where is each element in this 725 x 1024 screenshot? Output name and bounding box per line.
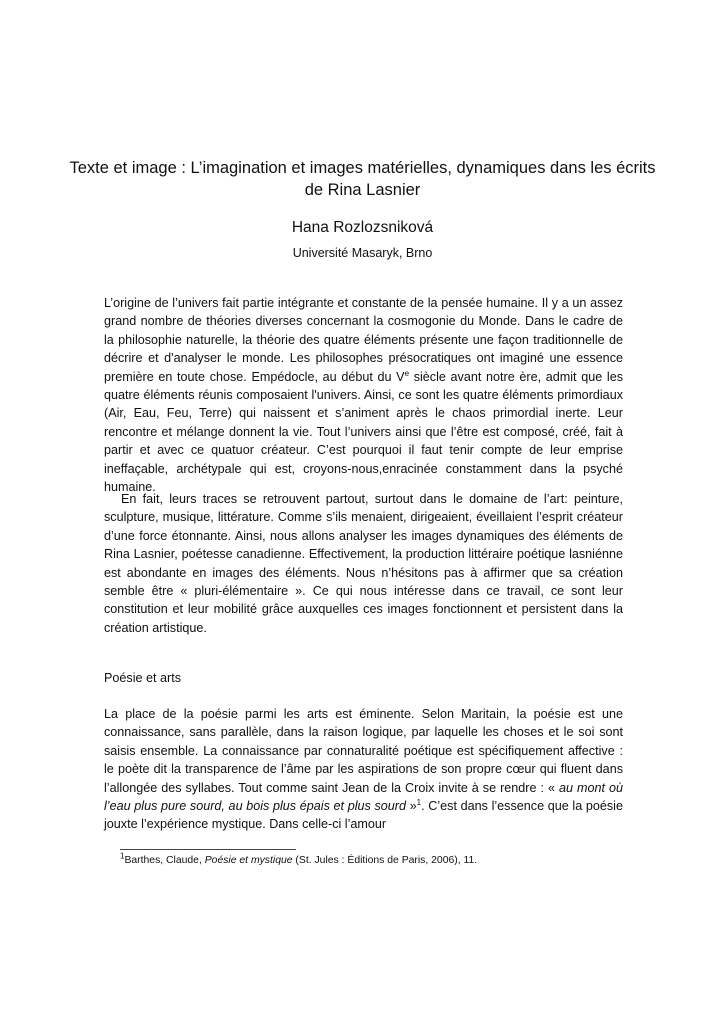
footnote — [120, 851, 640, 868]
paragraph-3-text-b: » — [405, 799, 417, 814]
paragraph-1-text-b: siècle avant notre ère, admit que les quatre éléments réunis composaient l'univers. Ainsi, ce sont les quatre éléments primordiaux (Air, Eau, Feu, Terre) qui naissent et s’animent après le chaos primordial inerte. Leur rencontre et mélange donnent la vie. Tout l’univers ainsi que l’être est composé, créé, fait à partir et avec ce quatuor créateur. C’est pourquoi il faut tenir compte de leur emprise ineffaçable, archétypale qui est, croyons-nous,enracinée constamment dans la psyché humaine. — [104, 369, 624, 495]
century-superscript: e — [404, 368, 410, 378]
author-name: Hana Rozlozsniková — [291, 219, 434, 236]
footnote-author: Barthes, Claude, — [124, 855, 205, 866]
footnote-details: (St. Jules : Éditions de Paris, 2006), 11. — [292, 855, 478, 866]
body-paragraph-1 — [104, 294, 623, 496]
paragraph-3-text-c: . C’est dans l’essence que la poésie jouxte l’expérience mystique. Dans celle-ci l’amour — [104, 799, 623, 832]
section-heading: Poésie et arts — [104, 671, 182, 685]
quotation: au mont où l’eau plus pure sourd, au bois plus épais et plus sourd — [104, 780, 623, 814]
body-paragraph-2: En fait, leurs traces se retrouvent partout, surtout dans le domaine de l’art: peinture, sculpture, musique, littérature. Comme s’ils menaient, dirigeaient, éveillaient l’esprit créateur d’une force étonnante. Ainsi, nous allons analyser les images dynamiques des éléments de Rina Lasnier, poétesse canadienne. Effectivement, la production littéraire poétique lasniénne est abondante en images des éléments. Nous n’hésitons pas à affirmer que sa création semble être « pluri-élémentaire ». Ce qui nous intéresse dans ce travail, ce sont leur constitution et leur mobilité grâce auxquelles ces images fonctionnent et persistent dans la création artistique. — [104, 492, 623, 635]
footnote-reference[interactable]: 1 — [416, 797, 422, 807]
footnote-separator — [120, 849, 296, 850]
paper-title: Texte et image : L’imagination et images matérielles, dynamiques dans les écrits de Rina Lasnier — [69, 159, 656, 199]
paragraph-1-text-a: L’origine de l’univers fait partie intégrante et constante de la pensée humaine. Il y a un assez grand nombre de théories diverses concernant la cosmogonie du Monde. Dans le cadre de la philosophie naturelle, la théorie des quatre éléments présente une façon traditionnelle de décrire et d'analyser le monde. Les philosophes présocratiques ont imaginé une essence première en toute chose. Empédocle, au début du V — [104, 296, 623, 384]
footnote-book-title: Poésie et mystique — [204, 855, 293, 866]
paragraph-3-text-a: La place de la poésie parmi les arts est éminente. Selon Maritain, la poésie est une connaissance, sans parallèle, dans la raison logique, par laquelle les choses et le soi sont saisis ensemble. La connaissance par connaturalité poétique est spécifiquement affective : le poète dit la transparence de l’âme par les aspirations de son propre cœur qui fluent dans l’allongée des syllabes. Tout comme saint Jean de la Croix invite à se rendre : « — [104, 707, 623, 795]
author-affiliation: Université Masaryk, Brno — [292, 246, 433, 260]
footnote-number: 1 — [120, 851, 125, 861]
body-paragraph-3 — [104, 705, 623, 834]
